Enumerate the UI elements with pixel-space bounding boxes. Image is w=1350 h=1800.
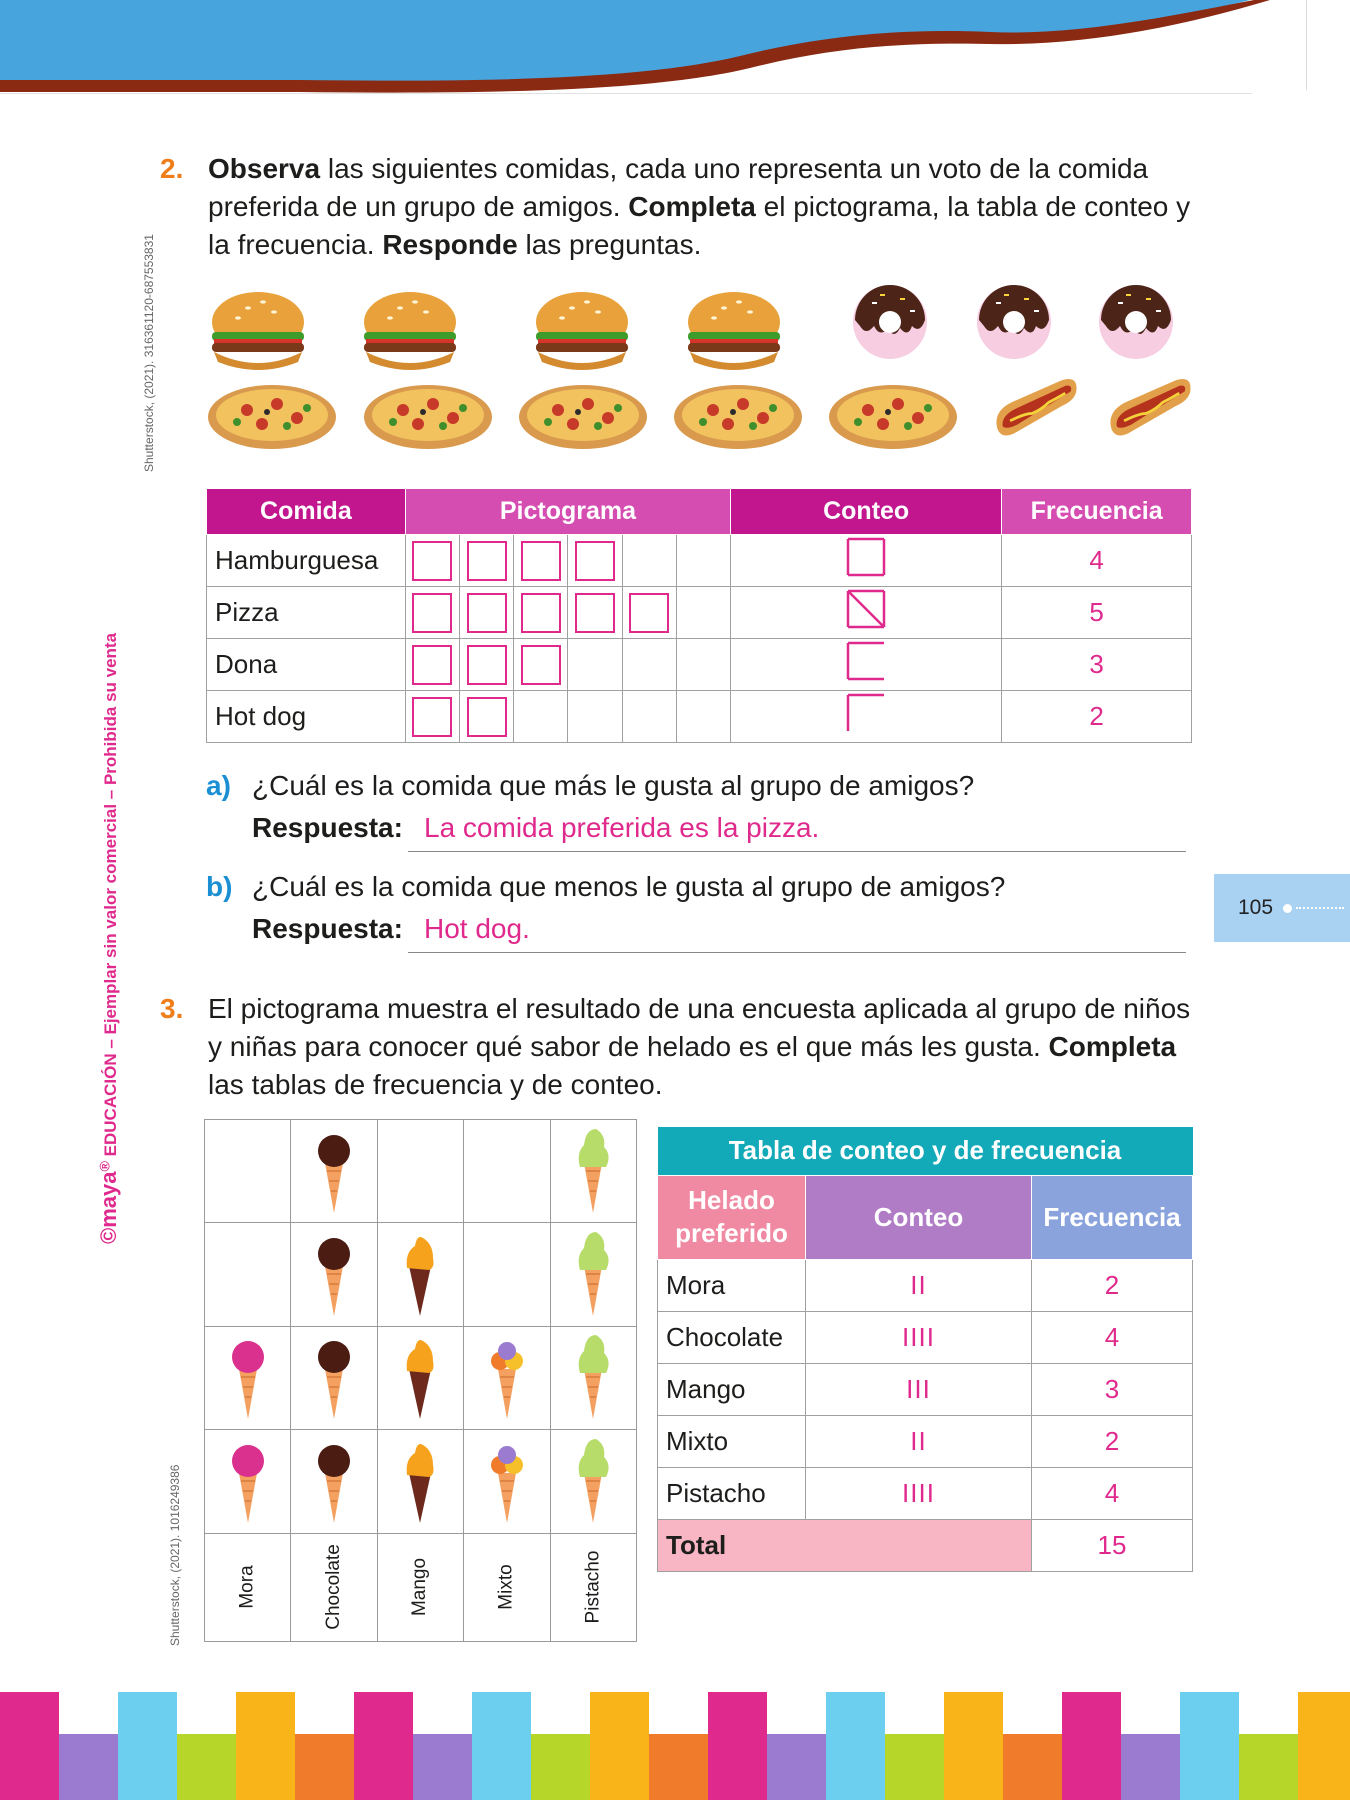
donut-icon	[850, 282, 930, 362]
ice-cream-cone-icon	[568, 1433, 618, 1525]
flavor-label-cell	[291, 1533, 377, 1641]
tally-cell	[731, 535, 1002, 587]
pictogram-cell	[676, 587, 730, 639]
pictogram-box-icon	[467, 645, 507, 685]
flavor-label: Pistacho	[582, 1550, 604, 1624]
pictogram-cell	[377, 1120, 463, 1223]
header-wave-banner	[0, 0, 1350, 100]
table-row	[207, 639, 1192, 691]
frequency-value: 4	[1002, 535, 1192, 587]
tally-mark-icon	[844, 691, 888, 735]
ice-cream-cone-icon	[568, 1226, 618, 1318]
pictogram-row	[205, 1326, 637, 1429]
pictogram-cell	[205, 1223, 291, 1326]
flavor-label: Mixto	[495, 1564, 517, 1610]
pictogram-cell	[568, 535, 622, 587]
ice-cream-cone-icon	[223, 1329, 273, 1421]
pictogram-cell	[291, 1326, 377, 1429]
answer-a-field[interactable]: La comida preferida es la pizza.	[408, 812, 1186, 852]
header-rule	[0, 93, 1252, 94]
table-row	[658, 1259, 1193, 1311]
ice-cream-cone-icon	[482, 1433, 532, 1525]
table-row	[658, 1467, 1193, 1519]
hamburger-icon	[532, 282, 632, 378]
food-name: Pizza	[207, 587, 406, 639]
ice-cream-cone-icon	[568, 1329, 618, 1421]
flavor-label: Mora	[236, 1565, 258, 1609]
image-credit-bottom: Shutterstock, (2021). 1016249386	[168, 1464, 182, 1646]
flavor-name: Mixto	[658, 1415, 806, 1467]
food-name: Hot dog	[207, 691, 406, 743]
pictogram-cell	[550, 1430, 636, 1533]
answer-a-label: Respuesta:	[252, 812, 403, 843]
tally-value: II	[806, 1259, 1032, 1311]
pictogram-cell	[622, 535, 676, 587]
pictogram-box-icon	[412, 697, 452, 737]
flavor-label: Mango	[409, 1558, 431, 1617]
flavor-label-cell	[377, 1533, 463, 1641]
donut-icon	[974, 282, 1054, 362]
question-a-text: ¿Cuál es la comida que más le gusta al grupo de amigos?	[252, 770, 975, 801]
pictogram-cell	[550, 1223, 636, 1326]
pictogram-box-icon	[467, 697, 507, 737]
flavor-label: Chocolate	[323, 1544, 345, 1631]
table-row	[658, 1415, 1193, 1467]
frequency-value: 2	[1002, 691, 1192, 743]
exercise-3-instructions: El pictograma muestra el resultado de una encuesta aplicada al grupo de niños y niñas para conocer qué sabor de helado es el que más les gusta. Completa las tablas de frecuencia y de conteo.	[208, 993, 1191, 1100]
pictogram-cell	[514, 639, 568, 691]
total-label: Total	[658, 1519, 1032, 1571]
pictogram-cell	[377, 1223, 463, 1326]
pizza-icon	[206, 382, 338, 452]
flavor-name: Chocolate	[658, 1311, 806, 1363]
tally-table-title: Tabla de conteo y de frecuencia	[658, 1127, 1193, 1175]
pictogram-cell	[464, 1223, 550, 1326]
pictogram-cell	[205, 1326, 291, 1429]
exercise-number: 3.	[160, 993, 184, 1024]
ice-cream-pictogram	[204, 1119, 637, 1642]
pictogram-row	[205, 1120, 637, 1223]
question-a	[206, 770, 1186, 843]
pictogram-cell	[291, 1430, 377, 1533]
tally-value: IIII	[806, 1311, 1032, 1363]
pictogram-cell	[514, 587, 568, 639]
margin-rule	[1306, 0, 1307, 90]
pictogram-label-row	[205, 1533, 637, 1641]
exercise-3	[160, 990, 1200, 1104]
pictogram-cell	[460, 639, 514, 691]
question-b-text: ¿Cuál es la comida que menos le gusta al grupo de amigos?	[252, 871, 1006, 902]
tally-value: III	[806, 1363, 1032, 1415]
pictogram-cell	[405, 535, 459, 587]
pictogram-cell	[676, 691, 730, 743]
header-conteo: Conteo	[731, 489, 1002, 535]
answer-a-row	[252, 812, 1186, 854]
image-credit-top: Shutterstock, (2021). 316361120-687553831	[142, 234, 156, 472]
header-helado-preferido: Helado preferido	[658, 1175, 806, 1259]
header-pictograma: Pictograma	[405, 489, 730, 535]
header-comida: Comida	[207, 489, 406, 535]
tally-cell	[731, 639, 1002, 691]
pictogram-cell	[514, 691, 568, 743]
registered-mark: ®	[97, 1161, 114, 1172]
flavor-name: Mora	[658, 1259, 806, 1311]
pictogram-row	[205, 1223, 637, 1326]
pictogram-box-icon	[521, 593, 561, 633]
pictogram-box-icon	[412, 645, 452, 685]
flavor-label-cell	[550, 1533, 636, 1641]
table-row	[658, 1311, 1193, 1363]
pictogram-cell	[377, 1326, 463, 1429]
page-number: 105	[1238, 896, 1274, 919]
frequency-value: 4	[1032, 1467, 1193, 1519]
answer-b-field[interactable]: Hot dog.	[408, 913, 1186, 953]
header-frecuencia: Frecuencia	[1032, 1175, 1193, 1259]
pictogram-cell	[568, 587, 622, 639]
pizza-icon	[672, 382, 804, 452]
pictogram-cell	[291, 1223, 377, 1326]
tally-mark-icon	[844, 639, 888, 683]
food-pictogram-table	[206, 488, 1192, 743]
total-value: 15	[1032, 1519, 1193, 1571]
exercise-2-instructions: Observa las siguientes comidas, cada uno representa un voto de la comida preferida de un grupo de amigos. Completa el pictograma, la tabla de conteo y la frecuencia. Responde las preguntas.	[208, 153, 1191, 260]
pizza-icon	[517, 382, 649, 452]
footer-color-stripes	[0, 1692, 1350, 1800]
ice-cream-cone-icon	[395, 1329, 445, 1421]
tally-value: IIII	[806, 1467, 1032, 1519]
frequency-value: 2	[1032, 1415, 1193, 1467]
pizza-icon	[362, 382, 494, 452]
table-row	[658, 1363, 1193, 1415]
header-conteo: Conteo	[806, 1175, 1032, 1259]
pictogram-cell	[550, 1120, 636, 1223]
pictogram-cell	[622, 587, 676, 639]
tally-cell	[731, 587, 1002, 639]
header-frecuencia: Frecuencia	[1002, 489, 1192, 535]
ice-cream-cone-icon	[482, 1329, 532, 1421]
donut-icon	[1096, 282, 1176, 362]
tally-frequency-table	[657, 1127, 1193, 1572]
table-row	[207, 691, 1192, 743]
pictogram-cell	[405, 639, 459, 691]
pictogram-box-icon	[412, 593, 452, 633]
ice-cream-cone-icon	[568, 1123, 618, 1215]
frequency-value: 5	[1002, 587, 1192, 639]
pictogram-cell	[460, 587, 514, 639]
question-a-letter: a)	[206, 770, 231, 801]
ice-cream-cone-icon	[395, 1433, 445, 1525]
food-name: Hamburguesa	[207, 535, 406, 587]
answer-b-label: Respuesta:	[252, 913, 403, 944]
table-row	[207, 587, 1192, 639]
page-number-tab	[1214, 874, 1350, 942]
exercise-number: 2.	[160, 153, 184, 184]
publisher-brand: ©maya	[96, 1171, 121, 1244]
ice-cream-cone-icon	[223, 1433, 273, 1525]
pictogram-cell	[464, 1120, 550, 1223]
page-dotted-line	[1296, 907, 1344, 909]
pictogram-cell	[460, 691, 514, 743]
pictogram-cell	[676, 639, 730, 691]
pictogram-cell	[676, 535, 730, 587]
pictogram-box-icon	[467, 541, 507, 581]
pictogram-box-icon	[467, 593, 507, 633]
ice-cream-cone-icon	[395, 1226, 445, 1318]
side-copyright-text	[96, 633, 122, 1244]
pictogram-cell	[405, 587, 459, 639]
pictogram-box-icon	[629, 593, 669, 633]
ice-cream-cone-icon	[309, 1329, 359, 1421]
frequency-value: 3	[1002, 639, 1192, 691]
frequency-value: 3	[1032, 1363, 1193, 1415]
pictogram-cell	[622, 691, 676, 743]
pictogram-cell	[514, 535, 568, 587]
flavor-label-cell	[205, 1533, 291, 1641]
frequency-value: 4	[1032, 1311, 1193, 1363]
pictogram-box-icon	[412, 541, 452, 581]
pictogram-cell	[205, 1430, 291, 1533]
tally-cell	[731, 691, 1002, 743]
answer-b-row	[252, 913, 1186, 955]
hamburger-icon	[208, 282, 308, 378]
food-name: Dona	[207, 639, 406, 691]
question-b-letter: b)	[206, 871, 233, 902]
tally-value: II	[806, 1415, 1032, 1467]
pictogram-cell	[205, 1120, 291, 1223]
pictogram-cell	[464, 1430, 550, 1533]
exercise-2	[160, 150, 1200, 264]
ice-cream-cone-icon	[309, 1433, 359, 1525]
ice-cream-cone-icon	[309, 1226, 359, 1318]
pictogram-cell	[405, 691, 459, 743]
frequency-value: 2	[1032, 1259, 1193, 1311]
pictogram-cell	[550, 1326, 636, 1429]
pictogram-cell	[377, 1430, 463, 1533]
pizza-icon	[827, 382, 959, 452]
pictogram-box-icon	[575, 541, 615, 581]
hot-dog-icon	[1102, 370, 1194, 444]
hot-dog-icon	[988, 370, 1080, 444]
pictogram-box-icon	[575, 593, 615, 633]
side-notice: EDUCACIÓN – Ejemplar sin valor comercial – Prohibida su venta	[101, 632, 120, 1162]
flavor-label-cell	[464, 1533, 550, 1641]
tally-mark-icon	[844, 587, 888, 631]
ice-cream-cone-icon	[309, 1123, 359, 1215]
pictogram-box-icon	[521, 645, 561, 685]
page-dot-icon	[1283, 904, 1292, 913]
pictogram-cell	[568, 691, 622, 743]
flavor-name: Pistacho	[658, 1467, 806, 1519]
question-b	[206, 871, 1186, 944]
hamburger-icon	[360, 282, 460, 378]
pictogram-cell	[622, 639, 676, 691]
tally-mark-icon	[844, 535, 888, 579]
table-row	[207, 535, 1192, 587]
pictogram-cell	[568, 639, 622, 691]
pictogram-cell	[291, 1120, 377, 1223]
flavor-name: Mango	[658, 1363, 806, 1415]
pictogram-cell	[464, 1326, 550, 1429]
hamburger-icon	[684, 282, 784, 378]
pictogram-cell	[460, 535, 514, 587]
pictogram-box-icon	[521, 541, 561, 581]
pictogram-row	[205, 1430, 637, 1533]
